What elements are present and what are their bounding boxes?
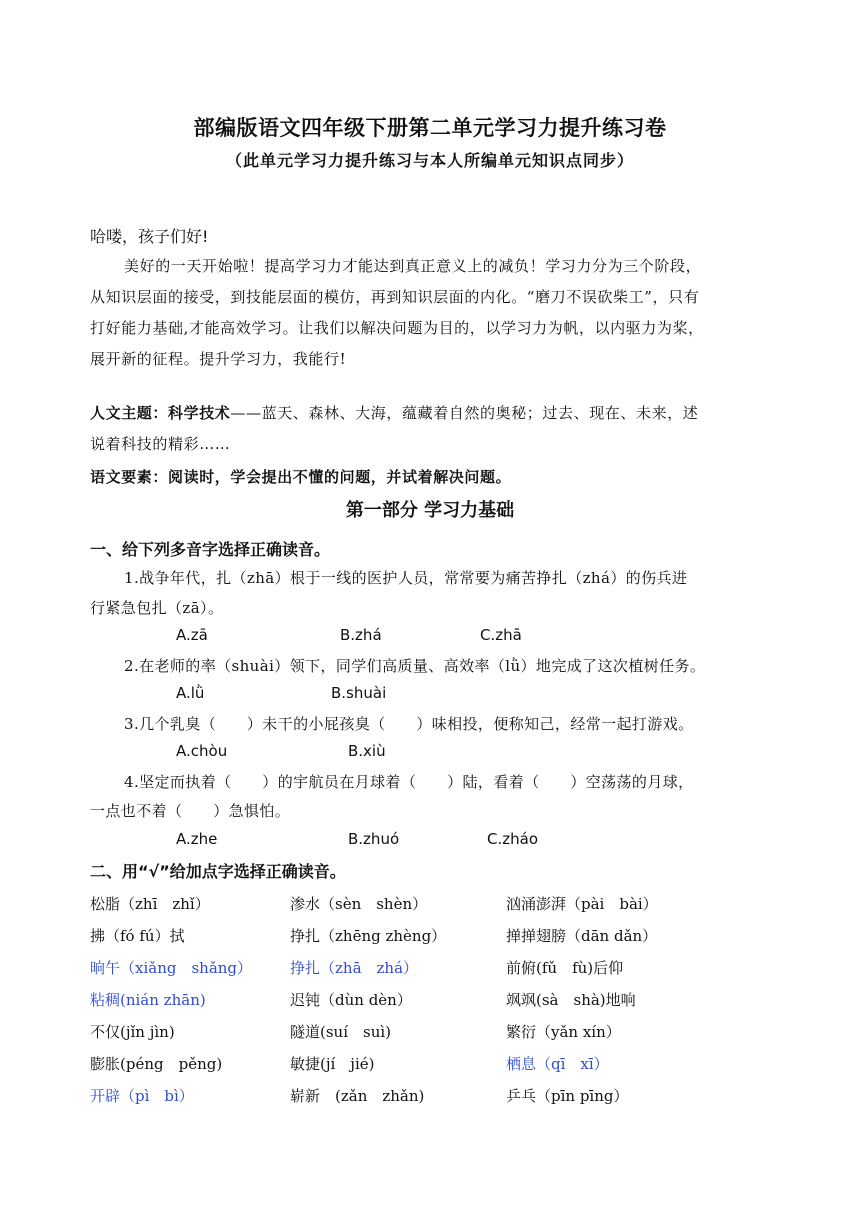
theme-line [90,402,698,423]
word-item: 飒飒(sà shà)地响 [506,991,636,1009]
word-item: 渗水（sèn shèn） [290,895,428,913]
intro-line: 展开新的征程。提升学习力，我能行! [90,350,347,368]
intro-line: 打好能力基础,才能高效学习。让我们以解决问题为目的，以学习力为帆，以内驱力为桨， [90,319,704,337]
theme-text: ——蓝天、森林、大海，蕴藏着自然的奥秘；过去、现在、未来，述 [230,404,699,422]
word-item: 崭新 (zǎn zhǎn) [290,1087,425,1105]
word-item: 前俯(fǔ fù)后仰 [506,959,624,977]
question-1: 1.战争年代，扎（zhā）根于一线的医护人员，常常要为痛苦挣扎（zhá）的伤兵进 [124,569,688,587]
theme-label: 人文主题：科学技术 [90,404,231,422]
section-two-title: 二、用“√”给加点字选择正确读音。 [90,862,346,881]
question-2: 2.在老师的率（shuài）领下，同学们高质量、高效率（lǜ）地完成了这次植树任务。 [124,657,706,675]
intro-line: 从知识层面的接受，到技能层面的模仿，再到知识层面的内化。“磨刀不误砍柴工”，只有 [90,288,700,306]
question-4: 4.坚定而执着（ ）的宇航员在月球着（ ）陆，看着（ ）空荡荡的月球， [124,773,694,791]
word-item: 膨胀(péng pěng) [90,1055,223,1073]
q3-option-b: B.xiù [348,742,386,760]
word-item-highlighted: 挣扎（zhā zhá） [290,959,419,977]
word-item: 繁衍（yǎn xín） [506,1023,621,1041]
q1-option-a: A.zā [176,626,208,644]
part-one-title: 第一部分 学习力基础 [345,500,515,521]
q1-option-b: B.zhá [340,626,382,644]
word-item-highlighted: 开辟（pì bì） [90,1087,194,1105]
word-item: 挣扎（zhēng zhèng） [290,927,447,945]
word-item-highlighted: 栖息（qī xī） [506,1055,609,1073]
word-item: 掸掸翅膀（dān dǎn） [506,927,658,945]
greeting: 哈喽，孩子们好! [90,227,209,246]
theme-line-2: 说着科技的精彩…… [90,435,231,453]
question-3: 3.几个乳臭（ ）未干的小屁孩臭（ ）味相投，便称知己，经常一起打游戏。 [124,715,694,733]
word-item: 拂（fó fú）拭 [90,927,185,945]
document-subtitle: （此单元学习力提升练习与本人所编单元知识点同步） [225,151,634,170]
word-item: 乒乓（pīn pīng） [506,1087,629,1105]
question-4-cont: 一点也不着（ ）急惧怕。 [90,802,291,820]
document-title: 部编版语文四年级下册第二单元学习力提升练习卷 [193,116,667,140]
word-item: 迟钝（dùn dèn） [290,991,412,1009]
intro-line: 美好的一天开始啦！提高学习力才能达到真正意义上的减负！学习力分为三个阶段， [124,257,702,275]
q4-option-b: B.zhuó [348,830,400,848]
q1-option-c: C.zhā [480,626,522,644]
word-item: 隧道(suí suì) [290,1023,392,1041]
q2-option-a: A.lǜ [176,684,205,702]
word-item: 松脂（zhī zhǐ） [90,895,210,913]
word-item: 不仅(jǐn jìn) [90,1023,175,1041]
q4-option-a: A.zhe [176,830,218,848]
language-element: 语文要素：阅读时，学会提出不懂的问题，并试着解决问题。 [90,468,512,486]
question-1-cont: 行紧急包扎（zā）。 [90,599,224,617]
section-one-title: 一、给下列多音字选择正确读音。 [90,540,331,559]
q2-option-b: B.shuài [331,684,387,702]
word-item: 汹涌澎湃（pài bài） [506,895,658,913]
word-item-highlighted: 晌午（xiǎng shǎng） [90,959,253,977]
q4-option-c: C.zháo [487,830,538,848]
word-item: 敏捷(jí jié) [290,1055,375,1073]
word-item-highlighted: 粘稠(nián zhān) [90,991,206,1009]
q3-option-a: A.chòu [176,742,228,760]
